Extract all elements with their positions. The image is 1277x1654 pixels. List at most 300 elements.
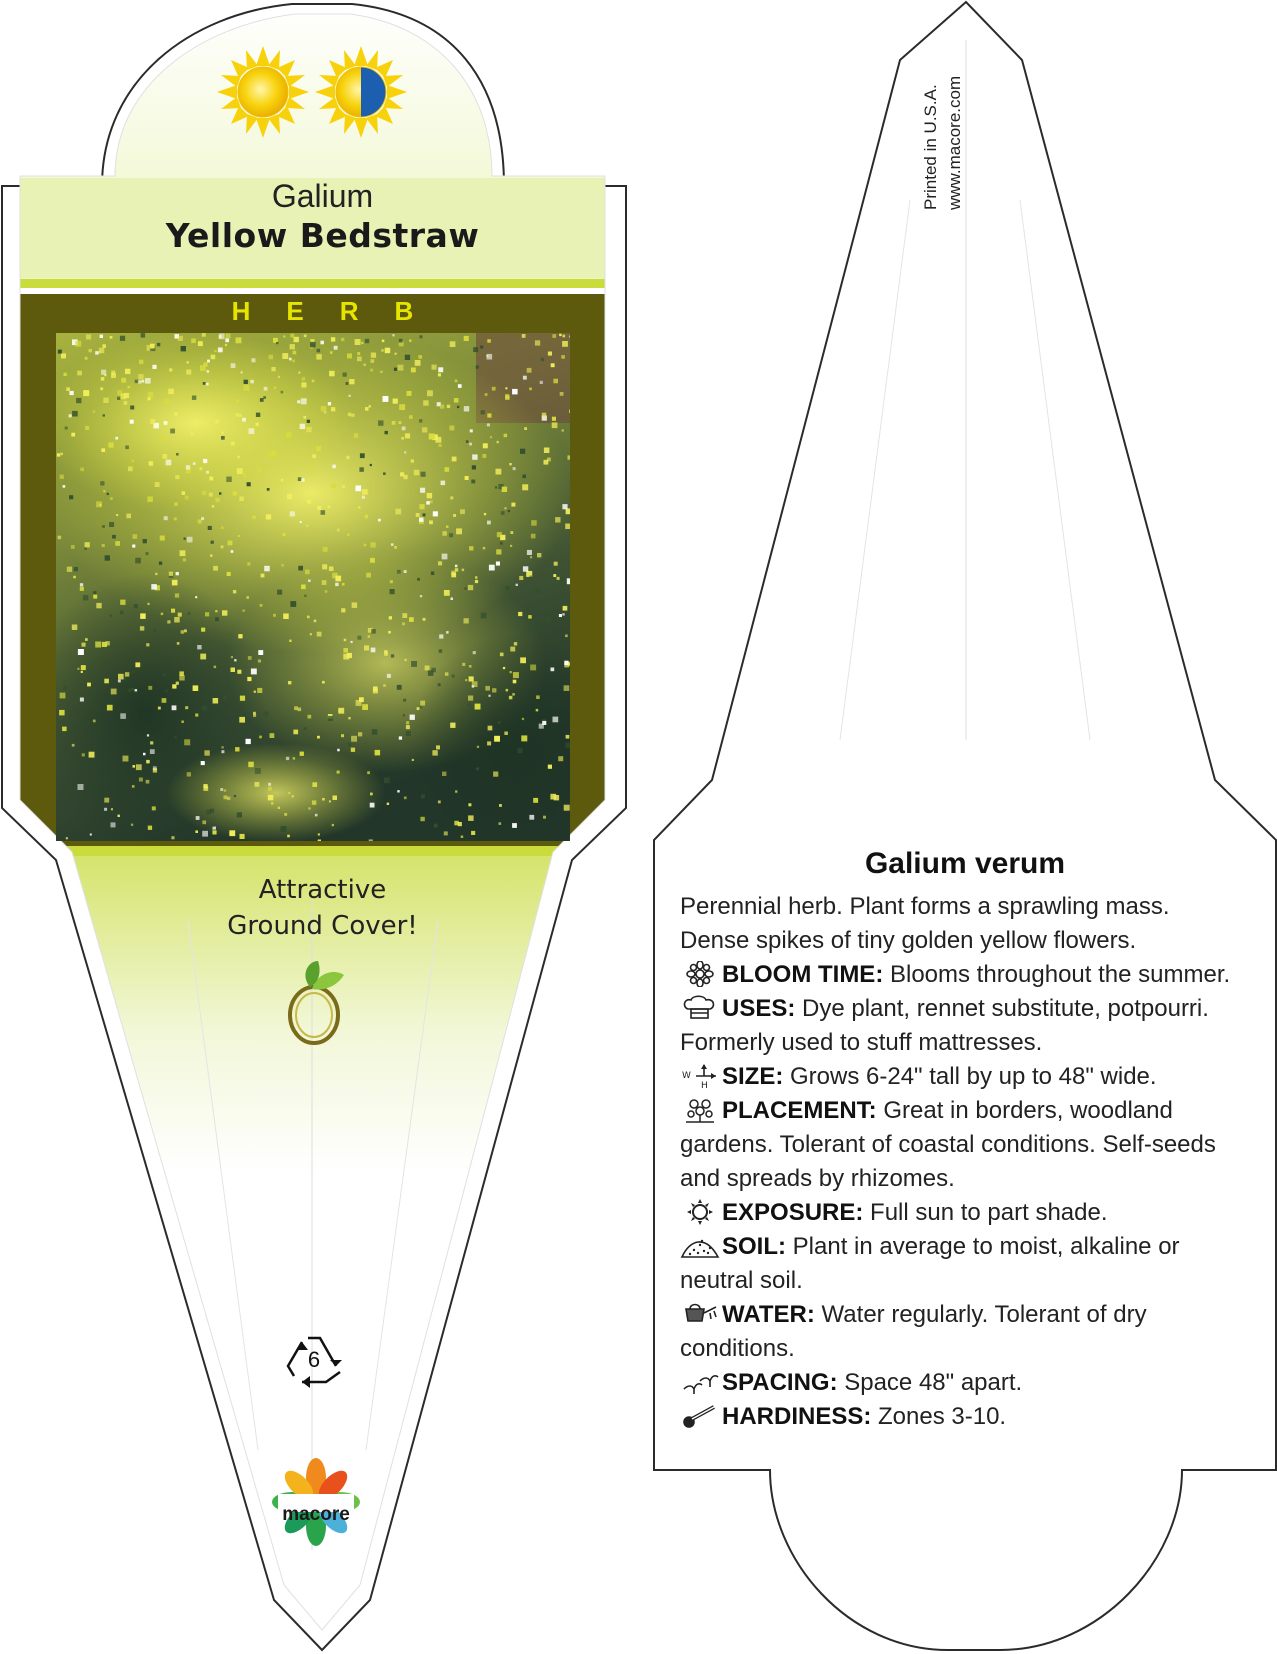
flower-speckle (283, 614, 289, 620)
flower-speckle (107, 493, 109, 495)
flower-speckle (497, 441, 499, 443)
flower-speckle (236, 399, 239, 402)
flower-speckle (387, 674, 391, 678)
flower-speckle (76, 398, 81, 403)
seedlings-icon (680, 1369, 720, 1395)
flower-speckle (523, 475, 527, 479)
flower-speckle (187, 772, 191, 776)
bloom-time-text: Blooms throughout the summer. (883, 961, 1231, 988)
water-label: WATER: (722, 1301, 815, 1328)
size-arrows-icon (680, 1063, 720, 1089)
flower-speckle (417, 707, 420, 710)
flower-speckle (385, 348, 391, 354)
flower-speckle (85, 426, 89, 430)
flower-speckle (188, 612, 191, 615)
flower-speckle (518, 612, 522, 616)
flower-speckle (126, 514, 131, 519)
flower-speckle (169, 572, 173, 576)
flower-speckle (347, 353, 352, 358)
flower-speckle (297, 400, 300, 403)
flower-speckle (569, 336, 570, 338)
flower-speckle (405, 355, 410, 360)
flower-speckle (510, 671, 512, 673)
flower-speckle (362, 496, 365, 499)
flower-speckle (304, 727, 307, 730)
flower-speckle (148, 397, 151, 400)
flower-speckle (322, 564, 327, 569)
flower-speckle (333, 796, 338, 801)
flower-speckle (470, 429, 473, 432)
flower-speckle (201, 628, 205, 632)
flower-speckle (348, 717, 350, 719)
flower-speckle (225, 338, 229, 342)
flower-speckle (107, 705, 113, 711)
flower-speckle (306, 427, 311, 432)
flower-speckle (228, 541, 233, 546)
flower-speckle (438, 367, 443, 372)
flower-speckle (409, 415, 413, 419)
flower-speckle (78, 784, 84, 790)
flower-speckle (483, 443, 488, 448)
flower-speckle (294, 706, 298, 710)
flower-speckle (420, 595, 422, 597)
flower-speckle (568, 455, 571, 459)
flower-speckle (342, 485, 345, 488)
flower-speckle (364, 544, 367, 547)
flower-speckle (147, 496, 153, 502)
flower-speckle (135, 380, 139, 384)
flower-speckle (521, 735, 527, 741)
flower-speckle (310, 633, 312, 635)
flower-speckle (95, 642, 101, 648)
flower-speckle (323, 547, 328, 552)
flower-speckle (151, 584, 157, 590)
flower-speckle (380, 371, 382, 373)
flower-speckle (207, 360, 210, 363)
flower-speckle (237, 670, 241, 674)
flower-speckle (184, 629, 187, 632)
flower-speckle (371, 648, 376, 653)
flower-speckle (351, 748, 355, 752)
flower-speckle (204, 362, 208, 366)
flower-speckle (152, 365, 156, 369)
flower-speckle (370, 558, 375, 563)
flower-speckle (371, 359, 375, 363)
flower-speckle (337, 749, 340, 752)
soil-mound-icon (680, 1233, 720, 1259)
flower-speckle (211, 355, 216, 360)
flower-speckle (104, 679, 109, 684)
flower-speckle (215, 420, 219, 424)
flower-speckle (431, 572, 434, 575)
flower-speckle (195, 830, 198, 833)
flower-speckle (451, 573, 456, 578)
flower-speckle (476, 768, 479, 771)
flower-speckle (528, 615, 532, 619)
flower-speckle (558, 756, 563, 761)
flower-speckle (90, 834, 92, 836)
flower-speckle (267, 488, 270, 491)
flower-speckle (469, 676, 474, 681)
flower-speckle (462, 569, 465, 572)
flower-speckle (271, 367, 275, 371)
flower-speckle (490, 436, 492, 438)
flower-speckle (288, 681, 291, 684)
flower-speckle (307, 616, 310, 619)
flower-speckle (419, 504, 424, 509)
flower-speckle (99, 348, 105, 354)
flower-speckle (146, 760, 150, 764)
flower-speckle (187, 537, 193, 543)
flower-speckle (502, 487, 507, 492)
flower-speckle (406, 725, 410, 729)
flower-speckle (169, 368, 172, 371)
flower-speckle (150, 749, 155, 754)
flower-speckle (171, 836, 174, 839)
flower-speckle (422, 427, 427, 432)
flower-speckle (233, 491, 237, 495)
flower-speckle (351, 736, 357, 742)
flower-speckle (397, 570, 401, 574)
flower-speckle (438, 801, 441, 804)
flower-speckle (464, 406, 469, 411)
flower-speckle (208, 526, 212, 530)
flower-speckle (522, 484, 528, 490)
flower-speckle (399, 404, 405, 410)
flower-speckle (131, 824, 133, 826)
flower-speckle (383, 684, 386, 687)
flower-speckle (423, 513, 426, 516)
flower-speckle (239, 717, 245, 723)
flower-speckle (96, 501, 102, 507)
flower-speckle (202, 491, 206, 495)
flower-speckle (373, 688, 378, 693)
flower-speckle (231, 550, 234, 553)
flower-speckle (346, 382, 349, 385)
flower-speckle (200, 654, 206, 660)
flower-speckle (358, 506, 360, 508)
flower-speckle (321, 510, 326, 515)
exposure-label: EXPOSURE: (722, 1199, 864, 1226)
flower-speckle (378, 519, 381, 522)
care-info (680, 890, 1240, 1434)
flower-speckle (174, 617, 180, 623)
flower-speckle (77, 668, 79, 670)
flower-speckle (117, 397, 120, 400)
flower-speckle (565, 524, 570, 530)
flower-speckle (186, 465, 190, 469)
flower-speckle (266, 514, 271, 519)
flower-speckle (468, 585, 473, 590)
flower-speckle (192, 396, 196, 400)
flower-speckle (174, 503, 177, 506)
flower-speckle (472, 685, 475, 688)
flower-speckle (120, 336, 125, 341)
flower-speckle (482, 454, 486, 458)
flower-speckle (268, 787, 272, 791)
flower-speckle (158, 707, 161, 710)
flower-speckle (161, 613, 164, 616)
flower-speckle (259, 736, 262, 739)
flower-speckle (305, 570, 310, 575)
flower-speckle (237, 468, 243, 474)
flower-speckle (494, 736, 500, 742)
flower-speckle (382, 340, 385, 343)
flower-speckle (542, 721, 546, 725)
flower-speckle (276, 342, 278, 344)
flower-speckle (512, 389, 518, 395)
flower-speckle (283, 335, 285, 337)
flower-speckle (439, 649, 443, 653)
flower-speckle (341, 734, 344, 737)
flower-speckle (551, 668, 555, 672)
flower-icon (680, 961, 720, 987)
flower-speckle (468, 703, 471, 706)
flower-speckle (81, 671, 83, 673)
flower-speckle (289, 358, 292, 361)
flower-speckle (487, 741, 491, 745)
flower-speckle (227, 797, 231, 801)
flower-speckle (120, 600, 125, 605)
flower-speckle (238, 535, 240, 537)
flower-speckle (175, 593, 179, 597)
flower-speckle (406, 721, 409, 724)
flower-speckle (342, 583, 345, 586)
flower-speckle (235, 413, 238, 416)
flower-speckle (330, 351, 333, 354)
flower-speckle (458, 384, 462, 388)
flower-speckle (535, 340, 540, 345)
flower-speckle (441, 481, 446, 486)
flower-speckle (318, 840, 321, 842)
flower-speckle (329, 371, 335, 377)
flower-speckle (552, 417, 556, 421)
flower-speckle (435, 437, 441, 443)
flower-speckle (455, 380, 458, 383)
water-text: Water regularly. Tolerant of dry conditions. (680, 1301, 1147, 1362)
flower-speckle (321, 406, 326, 411)
flower-speckle (325, 824, 328, 827)
flower-speckle (505, 394, 509, 398)
flower-speckle (404, 659, 406, 661)
flower-speckle (224, 795, 228, 799)
flower-speckle (198, 341, 203, 346)
flower-speckle (477, 746, 479, 748)
flower-speckle (271, 802, 274, 805)
flower-speckle (104, 798, 109, 803)
flower-speckle (332, 824, 334, 826)
flower-speckle (369, 839, 373, 841)
flower-speckle (524, 427, 527, 430)
flower-speckle (428, 670, 434, 676)
flower-speckle (118, 680, 121, 683)
flower-speckle (162, 673, 165, 676)
flower-speckle (59, 710, 65, 716)
flower-speckle (461, 836, 464, 839)
flower-speckle (111, 822, 116, 827)
flower-speckle (487, 339, 491, 343)
flower-speckle (531, 534, 536, 539)
placement-row (680, 1094, 1240, 1196)
flower-speckle (412, 759, 414, 761)
size-text: Grows 6-24" tall by up to 48" wide. (783, 1063, 1157, 1090)
species-name: Galium verum (864, 847, 1066, 880)
watering-can-icon (680, 1301, 720, 1327)
flower-speckle (322, 681, 325, 684)
flower-speckle (162, 454, 167, 459)
flower-speckle (202, 831, 208, 837)
flower-speckle (101, 448, 105, 452)
flower-speckle (562, 613, 564, 615)
flower-speckle (268, 795, 274, 801)
flower-speckle (269, 355, 274, 360)
flower-speckle (487, 423, 490, 426)
flower-speckle (115, 541, 120, 546)
flower-speckle (444, 590, 450, 596)
flower-speckle (503, 667, 505, 669)
thermometer-icon (680, 1403, 720, 1429)
flower-speckle (381, 349, 384, 352)
flower-speckle (531, 520, 537, 526)
flower-speckle (520, 657, 526, 663)
flower-speckle (548, 765, 552, 769)
flower-speckle (289, 640, 291, 642)
description: Perennial herb. Plant forms a sprawling mass. Dense spikes of tiny golden yellow flowers. (680, 893, 1170, 954)
flower-speckle (204, 750, 209, 755)
flower-speckle (548, 352, 552, 356)
flower-speckle (314, 620, 317, 623)
flower-speckle (418, 355, 422, 359)
flower-speckle (209, 477, 213, 481)
flower-speckle (300, 521, 302, 523)
flower-speckle (165, 690, 167, 692)
flower-speckle (361, 342, 363, 344)
flower-speckle (391, 654, 394, 657)
flower-speckle (178, 336, 183, 341)
flower-speckle (301, 398, 307, 404)
flower-speckle (221, 527, 223, 529)
flower-speckle (138, 374, 143, 379)
flower-speckle (420, 488, 425, 493)
flower-speckle (341, 338, 344, 341)
flower-speckle (450, 496, 453, 499)
flower-speckle (212, 505, 215, 508)
flower-speckle (499, 822, 502, 825)
flower-speckle (244, 380, 248, 384)
flower-speckle (510, 647, 515, 652)
flower-speckle (371, 353, 376, 358)
flower-speckle (383, 472, 386, 475)
flower-speckle (78, 649, 84, 655)
flower-speckle (219, 492, 221, 494)
flower-speckle (147, 603, 149, 605)
flower-speckle (344, 639, 347, 642)
flower-speckle (150, 344, 155, 349)
flower-speckle (193, 685, 199, 691)
flower-speckle (468, 815, 474, 821)
flower-speckle (165, 399, 170, 404)
flower-speckle (317, 736, 320, 739)
flower-speckle (253, 714, 256, 717)
printed-in-usa (920, 84, 940, 370)
flower-speckle (60, 693, 66, 699)
flower-speckle (500, 542, 503, 545)
flower-speckle (500, 653, 504, 657)
flower-speckle (218, 348, 223, 353)
flower-speckle (406, 731, 411, 736)
flower-speckle (419, 419, 422, 422)
flower-speckle (195, 714, 198, 717)
flower-speckle (153, 629, 156, 632)
flower-speckle (392, 421, 396, 425)
flower-speckle (226, 477, 232, 483)
soil-row (680, 1230, 1240, 1298)
flower-speckle (475, 704, 481, 710)
flower-speckle (331, 407, 335, 411)
flower-speckle (149, 461, 154, 466)
flower-speckle (355, 486, 361, 492)
flower-speckle (429, 520, 433, 524)
flower-speckle (110, 336, 113, 339)
flower-speckle (520, 449, 525, 454)
flower-speckle (213, 566, 218, 571)
flower-speckle (433, 511, 438, 516)
flower-speckle (338, 710, 340, 712)
flower-speckle (469, 665, 472, 668)
flower-speckle (85, 542, 90, 547)
flower-speckle (281, 391, 284, 394)
flower-speckle (402, 613, 407, 618)
flower-speckle (364, 364, 366, 366)
flower-speckle (402, 427, 406, 431)
flower-speckle (510, 545, 512, 547)
flower-speckle (140, 626, 144, 630)
flower-speckle (80, 583, 83, 586)
flower-speckle (222, 610, 227, 615)
flower-speckle (115, 437, 118, 440)
flower-speckle (328, 402, 331, 405)
flower-speckle (292, 795, 294, 797)
flower-speckle (488, 726, 493, 731)
flower-speckle (201, 517, 204, 520)
flower-speckle (392, 334, 394, 336)
flower-speckle (442, 554, 448, 560)
flower-speckle (251, 669, 257, 675)
flower-speckle (493, 772, 498, 777)
flower-speckle (411, 368, 416, 373)
flower-speckle (419, 517, 424, 522)
flower-speckle (307, 420, 310, 423)
flower-speckle (277, 590, 282, 595)
flower-speckle (221, 750, 224, 753)
flower-speckle (560, 392, 564, 396)
flower-speckle (432, 750, 437, 755)
flower-speckle (420, 706, 422, 708)
flower-speckle (82, 753, 85, 756)
flower-speckle (196, 816, 200, 820)
website (944, 75, 964, 370)
flower-speckle (221, 545, 224, 548)
flower-speckle (128, 467, 133, 472)
flower-speckle (182, 491, 186, 495)
flower-speckle (481, 613, 487, 619)
flower-speckle (322, 580, 327, 585)
flower-speckle (304, 335, 307, 338)
flower-speckle (393, 399, 398, 404)
flower-speckle (464, 587, 466, 589)
flower-speckle (425, 666, 430, 671)
flower-speckle (410, 715, 415, 720)
